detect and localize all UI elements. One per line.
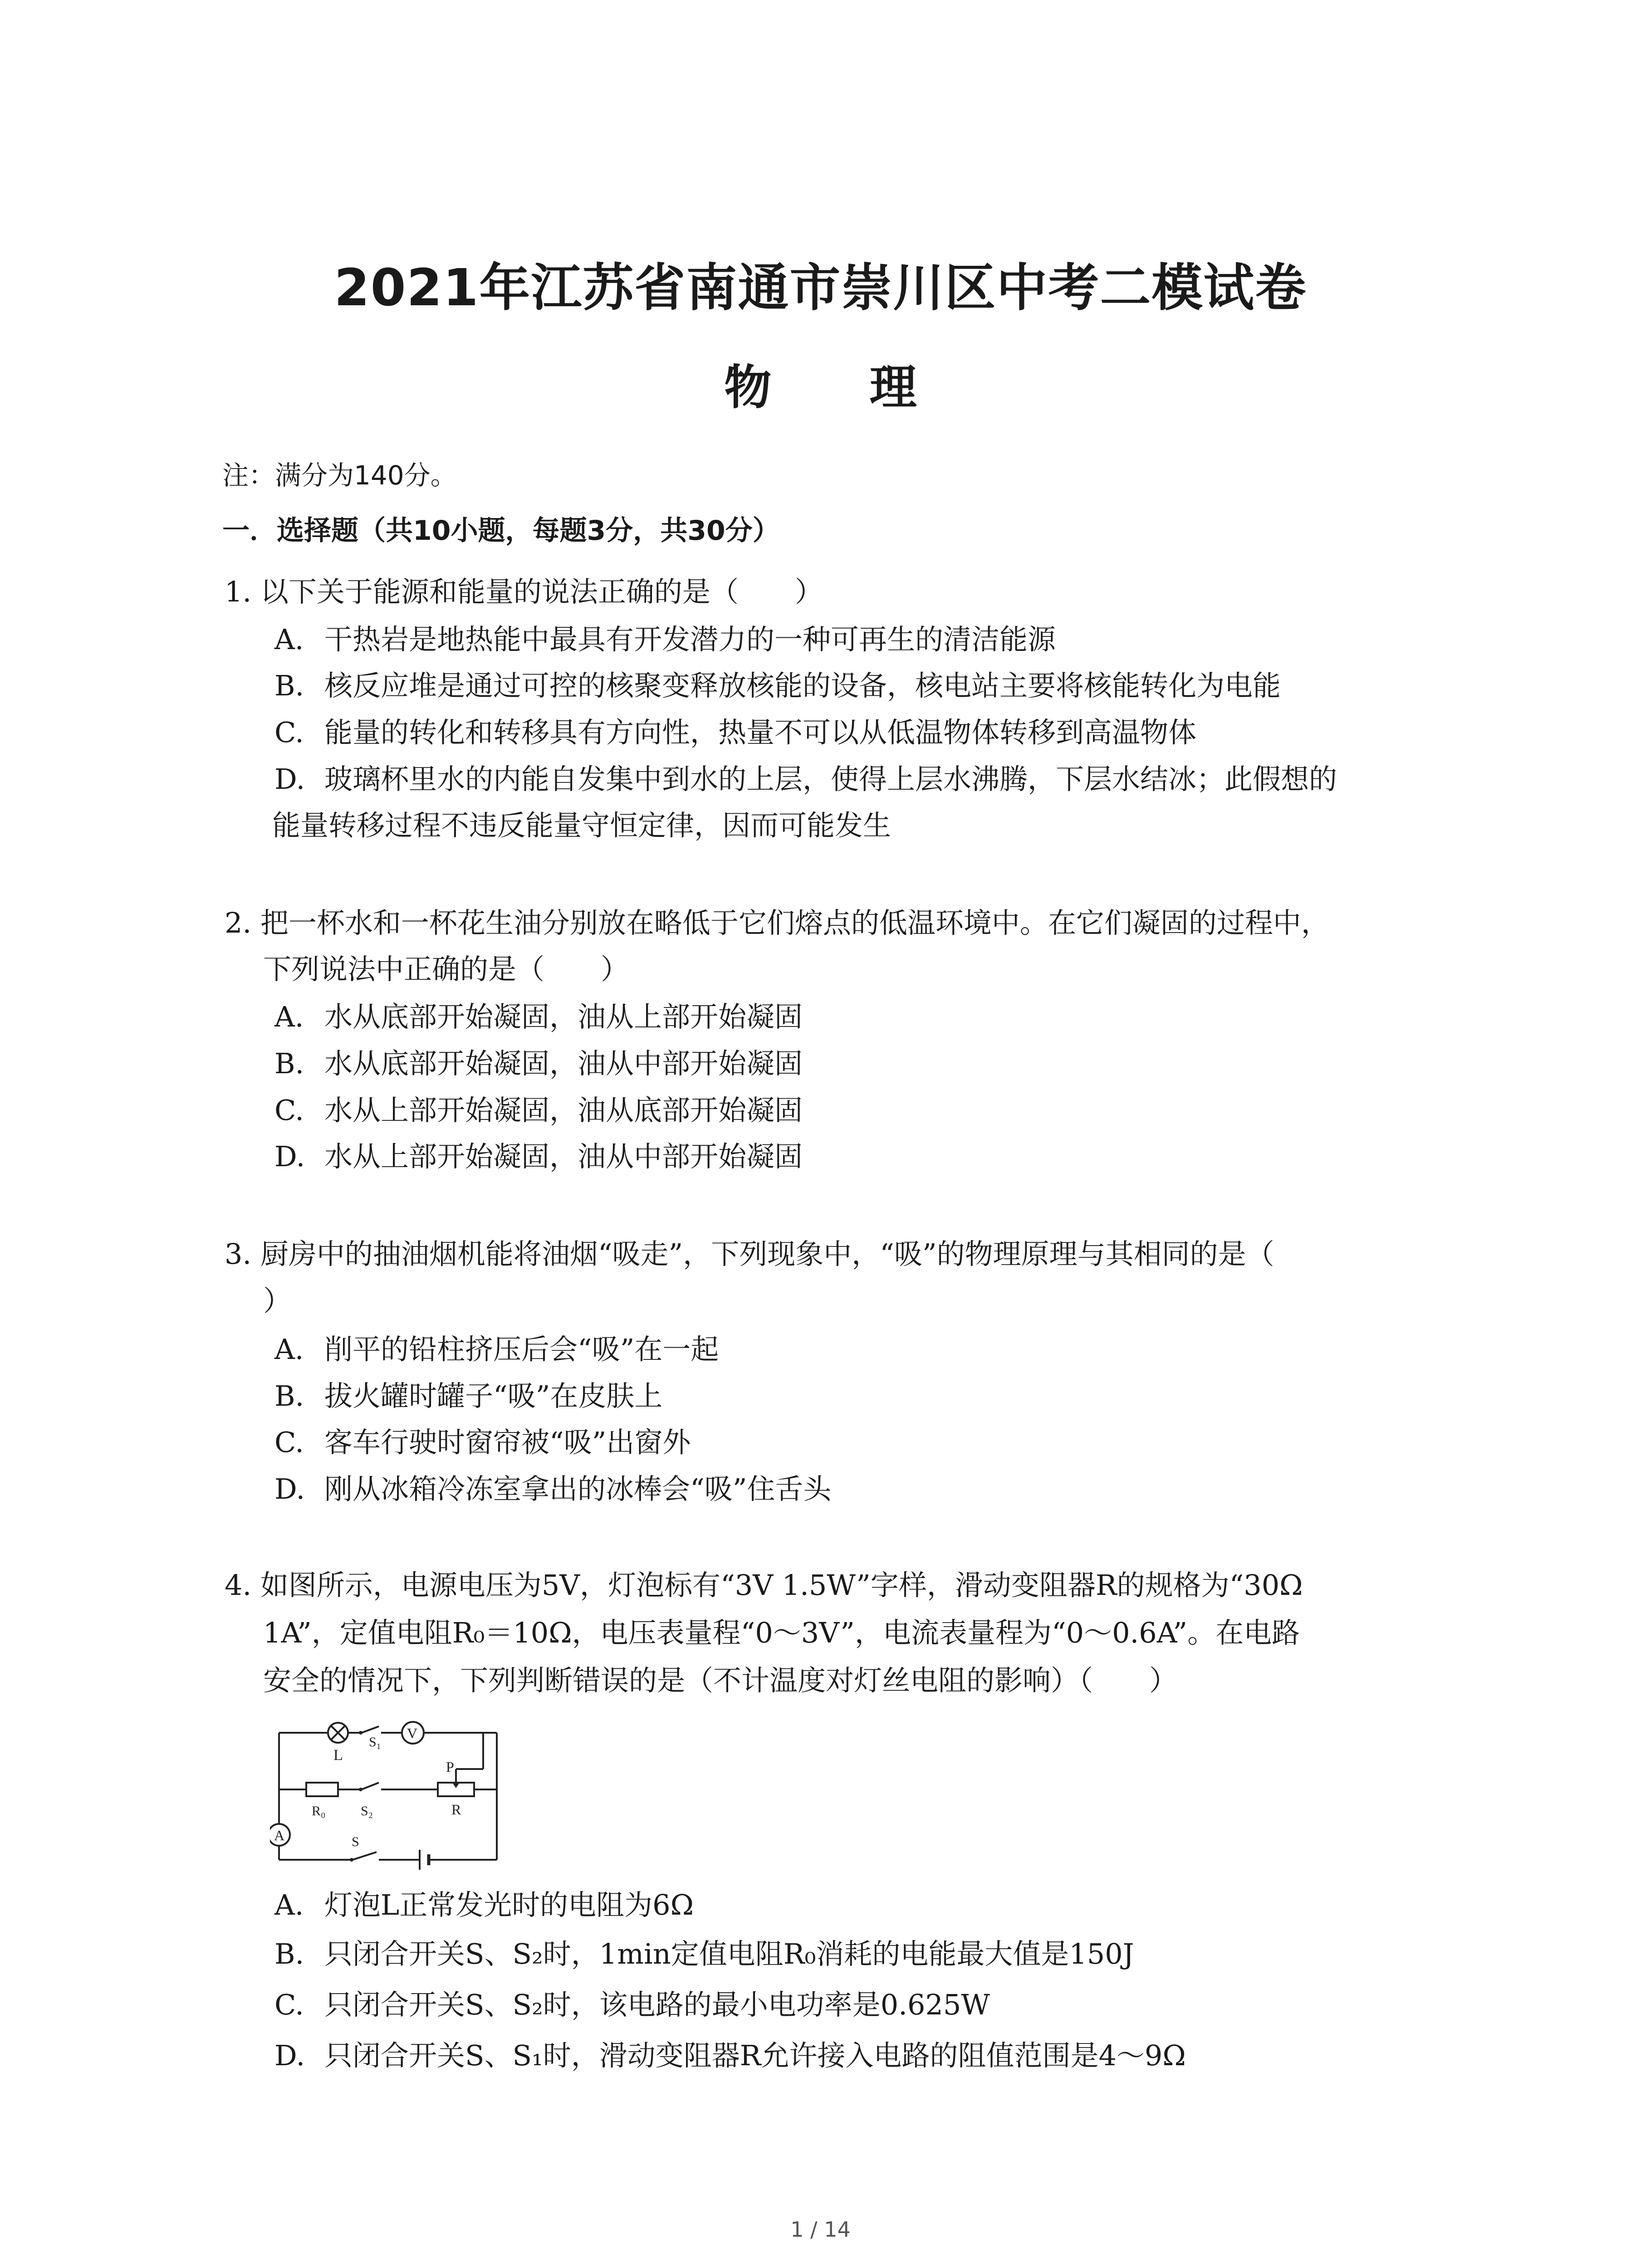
circuit-diagram xyxy=(270,1715,524,1873)
question-2-option-d: D. 水从上部开始凝固，油从中部开始凝固 xyxy=(274,1140,803,1173)
page-title: 2021年江苏省南通市崇川区中考二模试卷 xyxy=(334,259,1307,318)
question-4-option-b: B. 只闭合开关S、S₂时，1min定值电阻R₀消耗的电能最大值是150J xyxy=(274,1937,1134,1970)
switch-s2-icon xyxy=(359,1783,379,1791)
question-4-stem-cont-1: 1A”，定值电阻R₀＝10Ω，电压表量程“0～3V”，电流表量程为“0～0.6A”。在电路 xyxy=(263,1616,1300,1649)
switch-s1-icon xyxy=(359,1726,379,1735)
question-4-option-d: D. 只闭合开关S、S₁时，滑动变阻器R允许接入电路的阻值范围是4～9Ω xyxy=(274,2039,1186,2072)
rheostat-r-icon xyxy=(438,1783,474,1796)
resistor-r0-icon xyxy=(306,1783,338,1796)
score-note: 注：满分为140分。 xyxy=(222,460,457,491)
question-2-option-a: A. 水从底部开始凝固，油从上部开始凝固 xyxy=(274,1000,803,1033)
question-3-option-a: A. 削平的铅柱挤压后会“吸”在一起 xyxy=(274,1333,719,1366)
question-2-stem: 2. 把一杯水和一杯花生油分别放在略低于它们熔点的低温环境中。在它们凝固的过程中， xyxy=(225,906,1329,939)
question-4-option-a: A. 灯泡L正常发光时的电阻为6Ω xyxy=(274,1888,694,1921)
question-4-stem-cont-2: 安全的情况下，下列判断错误的是（不计温度对灯丝电阻的影响）（ ） xyxy=(263,1664,1178,1697)
battery-icon xyxy=(420,1850,429,1870)
label-p: P xyxy=(446,1759,454,1775)
label-r: R xyxy=(451,1801,461,1818)
label-voltmeter: V xyxy=(407,1725,418,1741)
label-s: S xyxy=(352,1834,359,1849)
question-1-option-d-cont: 能量转移过程不违反能量守恒定律，因而可能发生 xyxy=(272,809,892,842)
question-3-option-d: D. 刚从冰箱冷冻室拿出的冰棒会“吸”住舌头 xyxy=(274,1472,832,1505)
page-subtitle: 物 理 xyxy=(724,360,958,415)
section-heading: 一．选择题（共10小题，每题3分，共30分） xyxy=(222,515,780,547)
label-s1: S₁ xyxy=(369,1735,382,1750)
question-3-stem-cont: ） xyxy=(263,1284,292,1317)
question-2-stem-cont: 下列说法中正确的是（ ） xyxy=(263,953,629,986)
page-number: 1 / 14 xyxy=(790,2217,851,2242)
lamp-icon xyxy=(328,1723,348,1743)
label-ammeter: A xyxy=(274,1827,285,1843)
label-lamp: L xyxy=(333,1747,343,1764)
label-s2: S₂ xyxy=(361,1804,373,1818)
question-3-stem: 3. 厨房中的抽油烟机能将油烟“吸走”，下列现象中，“吸”的物理原理与其相同的是（ xyxy=(225,1237,1274,1271)
question-1-stem: 1. 以下关于能源和能量的说法正确的是（ ） xyxy=(225,575,823,608)
question-3-option-b: B. 拔火罐时罐子“吸”在皮肤上 xyxy=(274,1379,663,1413)
question-2-option-c: C. 水从上部开始凝固，油从底部开始凝固 xyxy=(274,1094,803,1127)
question-1-option-c: C. 能量的转化和转移具有方向性，热量不可以从低温物体转移到高温物体 xyxy=(274,716,1197,749)
question-4-option-c: C. 只闭合开关S、S₂时，该电路的最小电功率是0.625W xyxy=(274,1988,990,2021)
switch-s-icon xyxy=(350,1852,377,1862)
question-4-stem: 4. 如图所示，电源电压为5V，灯泡标有“3V 1.5W”字样，滑动变阻器R的规格为“30Ω xyxy=(225,1569,1303,1602)
question-1-option-d: D. 玻璃杯里水的内能自发集中到水的上层，使得上层水沸腾，下层水结冰；此假想的 xyxy=(274,763,1337,796)
question-2-option-b: B. 水从底部开始凝固，油从中部开始凝固 xyxy=(274,1047,803,1080)
question-3-option-c: C. 客车行驶时窗帘被“吸”出窗外 xyxy=(274,1426,691,1459)
label-r0: R₀ xyxy=(312,1804,326,1818)
question-1-option-b: B. 核反应堆是通过可控的核聚变释放核能的设备，核电站主要将核能转化为电能 xyxy=(274,669,1281,702)
question-1-option-a: A. 干热岩是地热能中最具有开发潜力的一种可再生的清洁能源 xyxy=(274,623,1056,656)
